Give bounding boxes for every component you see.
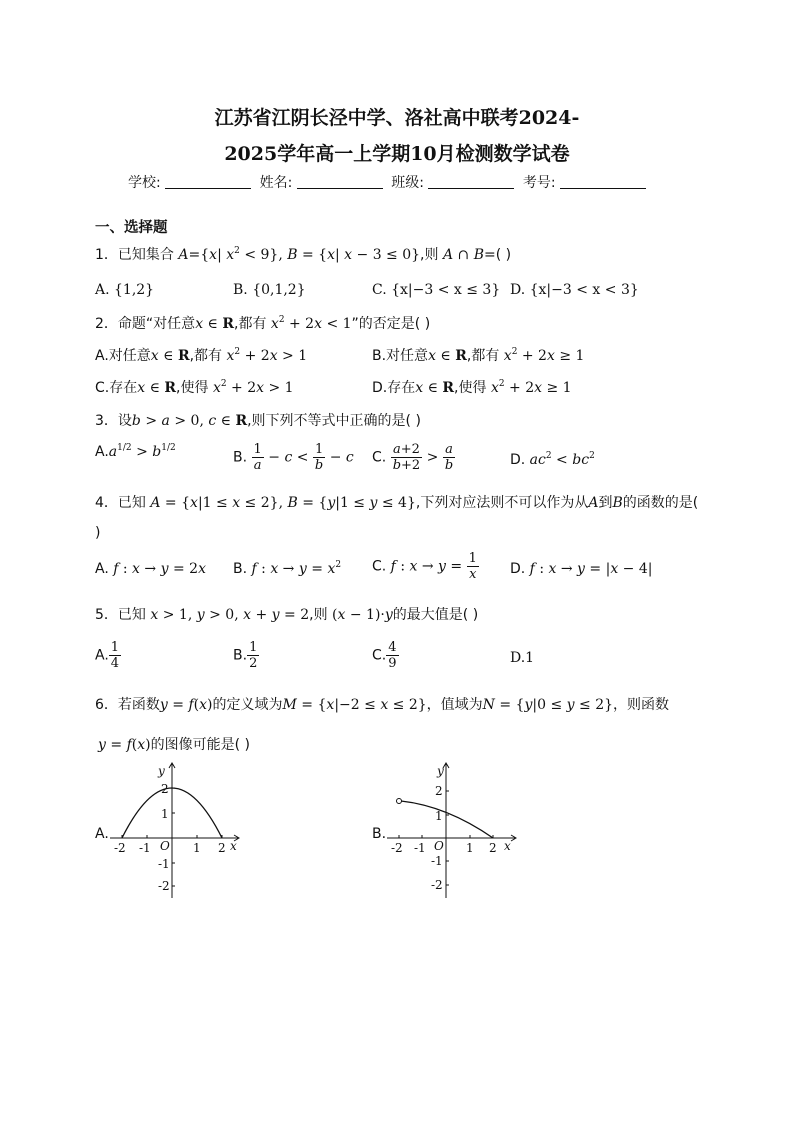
q5-option-c[interactable]: C. $\frac{4}{9}$ [372, 640, 397, 671]
question-4-close: ) [95, 525, 101, 541]
origin-label: O [160, 839, 170, 853]
q4-option-b[interactable]: B. f : $x \to y = x^2$ [233, 560, 342, 577]
title-line2: 2025学年高一上学期10月检测数学试卷 [224, 143, 570, 165]
origin-label: O [434, 839, 444, 853]
name-label: 姓名: [259, 175, 293, 191]
name-field[interactable] [297, 174, 383, 189]
q4-option-a[interactable]: A. f : x → y = 2x [95, 561, 206, 577]
q3-option-d[interactable]: D. $ac^2 < bc^2$ [510, 451, 595, 468]
q6-option-b-label[interactable]: B. [372, 826, 387, 842]
class-label: 班级: [391, 175, 424, 191]
q4-option-d[interactable]: D. f : x → y = |x − 4| [510, 561, 653, 577]
exam-number-label: 考号: [522, 175, 556, 191]
q1-option-d[interactable]: D. {x|−3 < x < 3} [510, 282, 639, 298]
q4-option-c[interactable]: C. f : x → y = $\frac{1}{x}$ [372, 551, 477, 582]
y-tick: -1 [431, 854, 443, 868]
y-axis-label: y [158, 764, 165, 778]
school-label: 学校: [128, 175, 161, 191]
x-tick: 1 [466, 841, 474, 855]
q2-option-d[interactable]: D.存在x ∈ R,使得 $x^2 + 2x \ge 1$ [372, 379, 572, 396]
y-tick: -1 [158, 857, 170, 871]
q5-option-b[interactable]: B. $\frac{1}{2}$ [233, 640, 258, 671]
y-tick: 1 [435, 809, 443, 823]
q1-option-c[interactable]: C. {x|−3 < x ≤ 3} [372, 282, 501, 298]
title-line1: 江苏省江阴长泾中学、洛社高中联考2024- [214, 107, 580, 129]
q2-option-a[interactable]: A.对任意x ∈ R,都有 $x^2 + 2x > 1$ [95, 347, 308, 364]
question-3: 3．设b > a > 0, c ∈ R,则下列不等式中正确的是( ) [95, 413, 421, 429]
y-tick: -2 [158, 879, 170, 893]
x-tick: -1 [414, 841, 426, 855]
x-tick: -1 [139, 841, 151, 855]
y-tick: 1 [161, 807, 169, 821]
q2-option-c[interactable]: C.存在x ∈ R,使得 $x^2 + 2x > 1$ [95, 379, 294, 396]
x-tick: -2 [391, 841, 403, 855]
question-4: 4．已知 A = {x|1 ≤ x ≤ 2}, B = {y|1 ≤ y ≤ 4},下列对应法则不可以作为从A到B的函数的是( [95, 495, 699, 511]
question-1: 1．已知集合 A={x| $x^2 < 9$}, B = {x| x − 3 ≤ 0},则 A ∩ B=( ) [95, 246, 512, 263]
y-tick: 2 [161, 782, 169, 796]
y-tick: -2 [431, 878, 443, 892]
q3-option-c[interactable]: C. $\frac{a+2}{b+2}$ > $\frac{a}{b}$ [372, 442, 454, 473]
x-tick: 1 [193, 841, 201, 855]
x-tick: 2 [489, 841, 497, 855]
q3-option-b[interactable]: B. $\frac{1}{a}$ − c < $\frac{1}{b}$ − c [233, 442, 354, 473]
question-2: 2．命题“对任意x ∈ R,都有 $x^2 + 2x < 1$”的否定是( ) [95, 315, 431, 332]
section-heading: 一、选择题 [95, 220, 168, 236]
y-tick: 2 [435, 784, 443, 798]
school-field[interactable] [165, 174, 251, 189]
student-info-row [128, 172, 650, 192]
q1-option-b[interactable]: B. {0,1,2} [233, 282, 306, 298]
q5-option-d[interactable]: D.1 [510, 650, 535, 666]
x-axis-label: x [230, 839, 237, 853]
question-6: 6．若函数y = f(x)的定义域为M = {x|−2 ≤ x ≤ 2}，值域为N = {y|0 ≤ y ≤ 2}，则函数 [95, 697, 670, 713]
x-axis-label: x [504, 839, 511, 853]
q3-option-a[interactable]: $A.a^{1/2} > b^{1/2}$ [95, 443, 176, 460]
class-field[interactable] [428, 174, 514, 189]
y-axis-label: y [437, 764, 444, 778]
q2-option-b[interactable]: B.对任意x ∈ R,都有 $x^2 + 2x \ge 1$ [372, 347, 585, 364]
q6-graph-b[interactable] [387, 758, 527, 900]
q1-option-a[interactable]: A. {1,2} [95, 282, 155, 298]
exam-number-field[interactable] [560, 174, 646, 189]
question-5: 5．已知 x > 1, y > 0, x + y = 2,则 (x − 1)·y的最大值是( ) [95, 607, 479, 623]
x-tick: -2 [114, 841, 126, 855]
q5-option-a[interactable]: A. $\frac{1}{4}$ [95, 640, 120, 671]
x-tick: 2 [218, 841, 226, 855]
question-6-line2: y = f(x)的图像可能是( ) [98, 737, 250, 753]
q6-graph-a[interactable] [110, 758, 250, 900]
q6-option-a-label[interactable]: A. [95, 826, 109, 842]
